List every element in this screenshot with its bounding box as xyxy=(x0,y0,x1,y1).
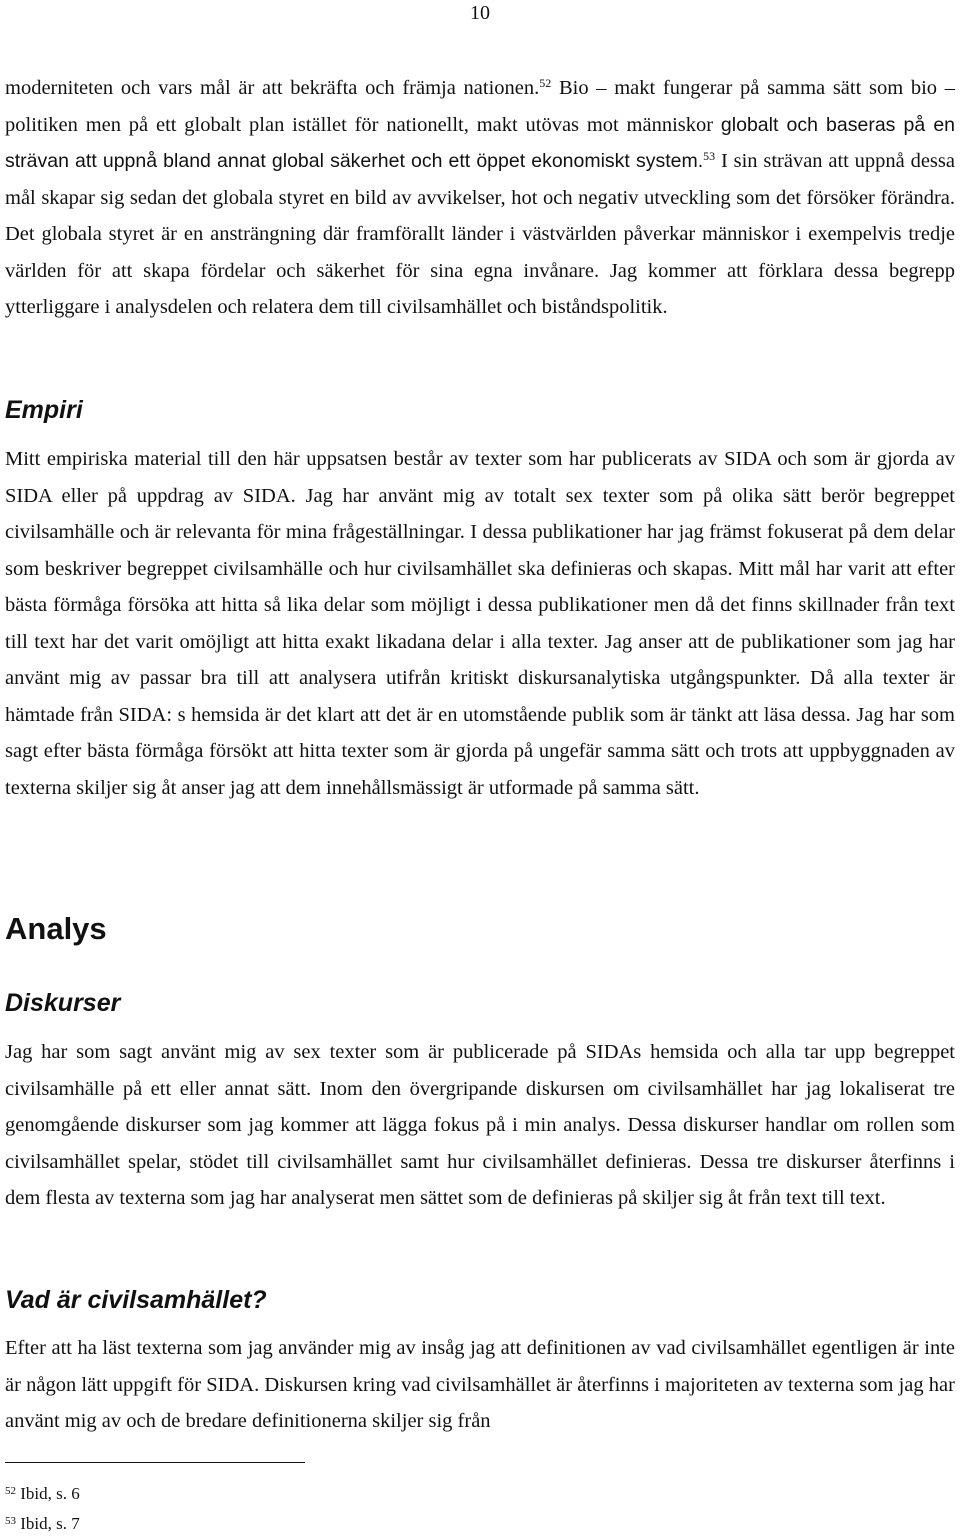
section-empiri-heading xyxy=(5,395,955,425)
paragraph-text: Jag har som sagt använt mig av sex texter som är publicerade på SIDAs hemsida och alla tar upp begreppet civilsamhälle på ett eller annat sätt. Inom den övergripande diskursen om civilsamhället har jag lokaliserat tre genomgående diskurser som jag kommer att lägga fokus på i min analys. Dessa diskurser handlar om rollen som civilsamhället spelar, stödet till civilsamhället samt hur civilsamhället definieras. Dessa tre diskurser återfinns i dem flesta av texterna som jag har analyserat men sättet som de definieras på skiljer sig åt från text till text. xyxy=(5,1041,955,1209)
footnote-text: Ibid, s. 7 xyxy=(16,1514,80,1533)
intro-text-serif-cont: Bio – makt fungerar på samma sätt som bio – politiken men på ett globalt plan istället för nationellt, makt utövas mot människor xyxy=(5,77,955,136)
footnote-53 xyxy=(5,1513,80,1535)
empiri-paragraph xyxy=(5,441,955,806)
section-heading: Diskurser xyxy=(5,989,121,1017)
paragraph-text: Mitt empiriska material till den här uppsatsen består av texter som har publicerats av SIDA och som är gjorda av SIDA eller på uppdrag av SIDA. Jag har använt mig av totalt sex texter som på olika sätt berör begreppet civilsamhälle och är relevanta för mina frågeställningar. I dessa publikationer har jag främst fokuserat på dem delar som beskriver begreppet civilsamhälle och hur civilsamhället ska definieras och skapas. Mitt mål har varit att efter bästa förmåga försöka att hitta så lika delar som möjligt i dessa publikationer men då det finns skillnader från text till text har det varit omöjligt att hitta exakt likadana delar i alla texter. Jag anser att de publikationer som jag har använt mig av passar bra till att analysera utifrån kritiskt diskursanalytiska utgångspunkter. Då alla texter är hämtade från SIDA: s hemsida är det klart att det är en utomstående publik som är tänkt att läsa dessa. Jag har som sagt efter bästa förmåga försökt att hitta texter som är gjorda på ungefär samma sätt och trots att uppbyggnaden av texterna skiljer sig åt anser jag att dem innehållsmässigt är utformade på samma sätt. xyxy=(5,448,955,799)
intro-text-sans: globalt och baseras på en strävan att uppnå bland annat global säkerhet och ett öppet ekonomiskt system. xyxy=(5,113,956,172)
civil-paragraph xyxy=(5,1330,955,1440)
intro-text-rest: I sin strävan att uppnå dessa mål skapar sig sedan det globala styret en bild av avvikelser, hot och negativ utveckling som det försöker förändra. Det globala styret är en ansträngning där framförallt länder i västvärlden påverkar människor i exempelvis tredje världen för att skapa fördelar och säkerhet för sina egna invånare. Jag kommer att förklara dessa begrepp ytterliggare i analysdelen och relatera dem till civilsamhället och biståndspolitik. xyxy=(5,150,955,318)
footnote-text: Ibid, s. 6 xyxy=(16,1484,80,1503)
diskurser-paragraph xyxy=(5,1034,955,1217)
section-diskurser-heading xyxy=(5,988,955,1018)
footnote-number: 52 xyxy=(5,1485,16,1498)
paragraph-text: Efter att ha läst texterna som jag använder mig av insåg jag att definitionen av vad civilsamhället egentligen är inte är någon lätt uppgift för SIDA. Diskursen kring vad civilsamhället är återfinns i majoriteten av texterna som jag har använt mig av och de bredare definitionerna skiljer sig från xyxy=(5,1337,955,1432)
chapter-heading: Analys xyxy=(5,911,107,946)
intro-text-serif: moderniteten och vars mål är att bekräfta och främja nationen. xyxy=(5,77,540,99)
section-civil-heading xyxy=(5,1285,955,1315)
section-heading: Empiri xyxy=(5,396,83,424)
section-analys-heading xyxy=(5,911,955,947)
page-number: 10 xyxy=(470,2,490,24)
footnote-ref-52[interactable]: 52 xyxy=(539,75,552,90)
footnote-52 xyxy=(5,1483,80,1505)
section-heading: Vad är civilsamhället? xyxy=(5,1286,267,1314)
footnote-divider xyxy=(5,1462,305,1463)
footnote-number: 53 xyxy=(5,1515,16,1528)
intro-paragraph xyxy=(5,70,955,326)
footnote-ref-53[interactable]: 53 xyxy=(703,148,716,163)
